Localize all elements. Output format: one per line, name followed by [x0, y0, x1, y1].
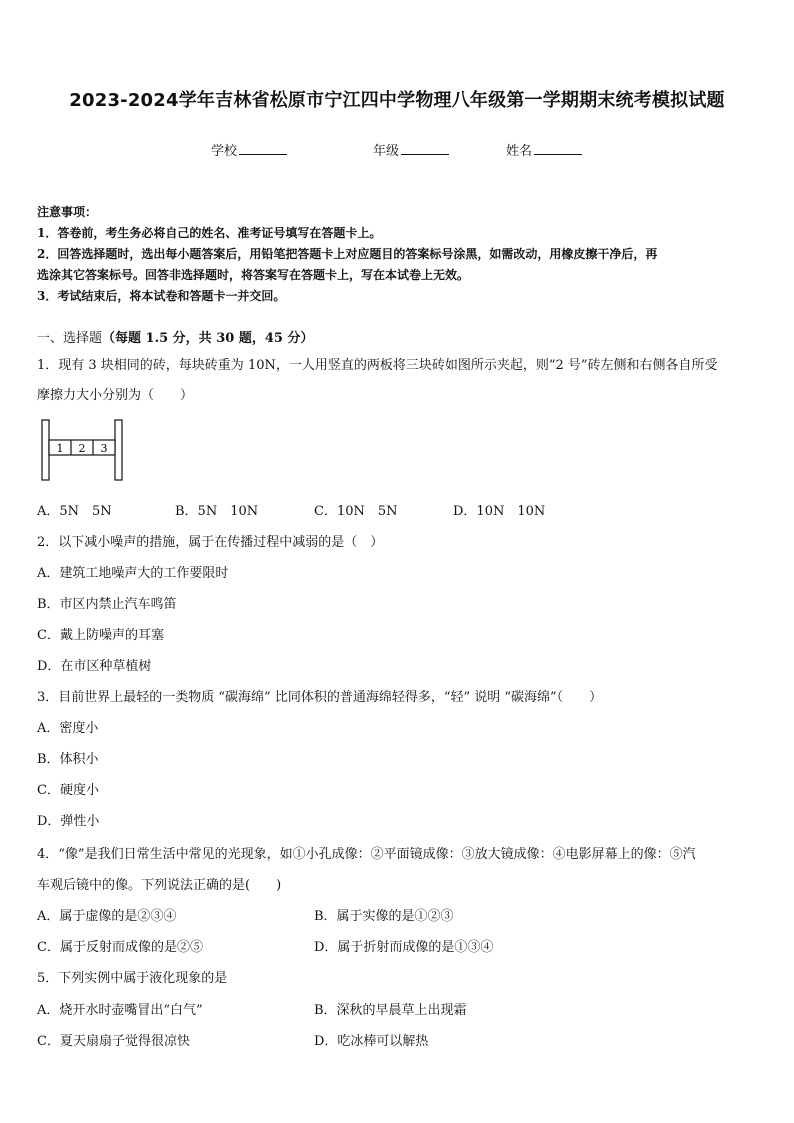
- section-title: 一、选择题: [37, 331, 103, 346]
- school-blank: [239, 140, 287, 155]
- notes-line: 1．答卷前，考生务必将自己的姓名、准考证号填写在答题卡上。: [37, 226, 382, 240]
- option-a: A．属于虚像的是②③④: [37, 909, 177, 924]
- school-field: [211, 140, 287, 159]
- notes-line: 2．回答选择题时，选出每小题答案后，用铅笔把答题卡上对应题目的答案标号涂黑，如需改动，用橡皮擦干净后，再: [37, 247, 658, 261]
- option-a: A．建筑工地噪声大的工作要限时: [37, 566, 229, 581]
- right-board: [115, 420, 122, 480]
- option-d: D．弹性小: [37, 814, 100, 829]
- option-b: B．深秋的早晨草上出现霜: [314, 1003, 467, 1018]
- option-b: B．体积小: [37, 752, 99, 767]
- notes-line: 选涂其它答案标号。回答非选择题时，将答案写在答题卡上，写在本试卷上无效。: [37, 268, 470, 282]
- option-c: C．戴上防噪声的耳塞: [37, 628, 164, 643]
- brick-label-1: 1: [56, 442, 64, 455]
- question-2-stem: 2．以下减小噪声的措施，属于在传播过程中减弱的是（ ）: [37, 535, 384, 550]
- option-c: C．夏天扇扇子觉得很凉快: [37, 1034, 190, 1049]
- question-4-stem: 4．“像”是我们日常生活中常见的光现象，如①小孔成像：②平面镜成像：③放大镜成像：④电影屏幕上的像：⑤汽: [37, 847, 696, 862]
- option-d: D．10N 10N: [453, 504, 546, 519]
- option-a: A．密度小: [37, 721, 99, 736]
- notes-heading: 注意事项：: [37, 205, 98, 219]
- question-1-stem: 摩擦力大小分别为（ ）: [37, 388, 194, 403]
- section-heading: [37, 327, 313, 346]
- question-3-stem: 3．目前世界上最轻的一类物质 “碳海绵” 比同体积的普通海绵轻得多，“轻” 说明 “碳海绵”（ ）: [37, 690, 603, 705]
- left-board: [42, 420, 49, 480]
- option-a: A．5N 5N: [37, 504, 112, 519]
- name-label: 姓名: [506, 144, 533, 159]
- option-b: B．5N 10N: [175, 504, 259, 519]
- option-c: C．硬度小: [37, 783, 99, 798]
- exam-title: 2023-2024学年吉林省松原市宁江四中学物理八年级第一学期期末统考模拟试题: [69, 90, 725, 111]
- option-a: A．烧开水时壶嘴冒出“白气”: [37, 1003, 203, 1018]
- brick-label-3: 3: [100, 442, 108, 455]
- question-1-stem: 1．现有 3 块相同的砖，每块砖重为 10N，一人用竖直的两板将三块砖如图所示夹起，则“2 号”砖左侧和右侧各自所受: [37, 358, 718, 373]
- option-c: C．属于反射而成像的是②⑤: [37, 940, 203, 955]
- name-field: [506, 140, 582, 159]
- option-b: B．属于实像的是①②③: [314, 909, 454, 924]
- question-4-stem: 车观后镜中的像。下列说法正确的是( ): [37, 878, 282, 893]
- grade-blank: [401, 140, 449, 155]
- question-5-stem: 5．下列实例中属于液化现象的是: [37, 971, 228, 986]
- school-label: 学校: [211, 144, 238, 159]
- option-d: D．在市区种草植树: [37, 659, 152, 674]
- grade-field: [373, 140, 449, 159]
- section-info: （每题 1.5 分，共 30 题，45 分）: [102, 331, 314, 346]
- grade-label: 年级: [373, 144, 400, 159]
- option-c: C．10N 5N: [314, 504, 398, 519]
- option-d: D．吃冰棒可以解热: [314, 1034, 429, 1049]
- brick-figure: [36, 416, 128, 484]
- option-d: D．属于折射而成像的是①③④: [314, 940, 494, 955]
- name-blank: [534, 140, 582, 155]
- brick-label-2: 2: [78, 442, 86, 455]
- option-b: B．市区内禁止汽车鸣笛: [37, 597, 177, 612]
- notes-line: 3．考试结束后，将本试卷和答题卡一并交回。: [37, 289, 286, 303]
